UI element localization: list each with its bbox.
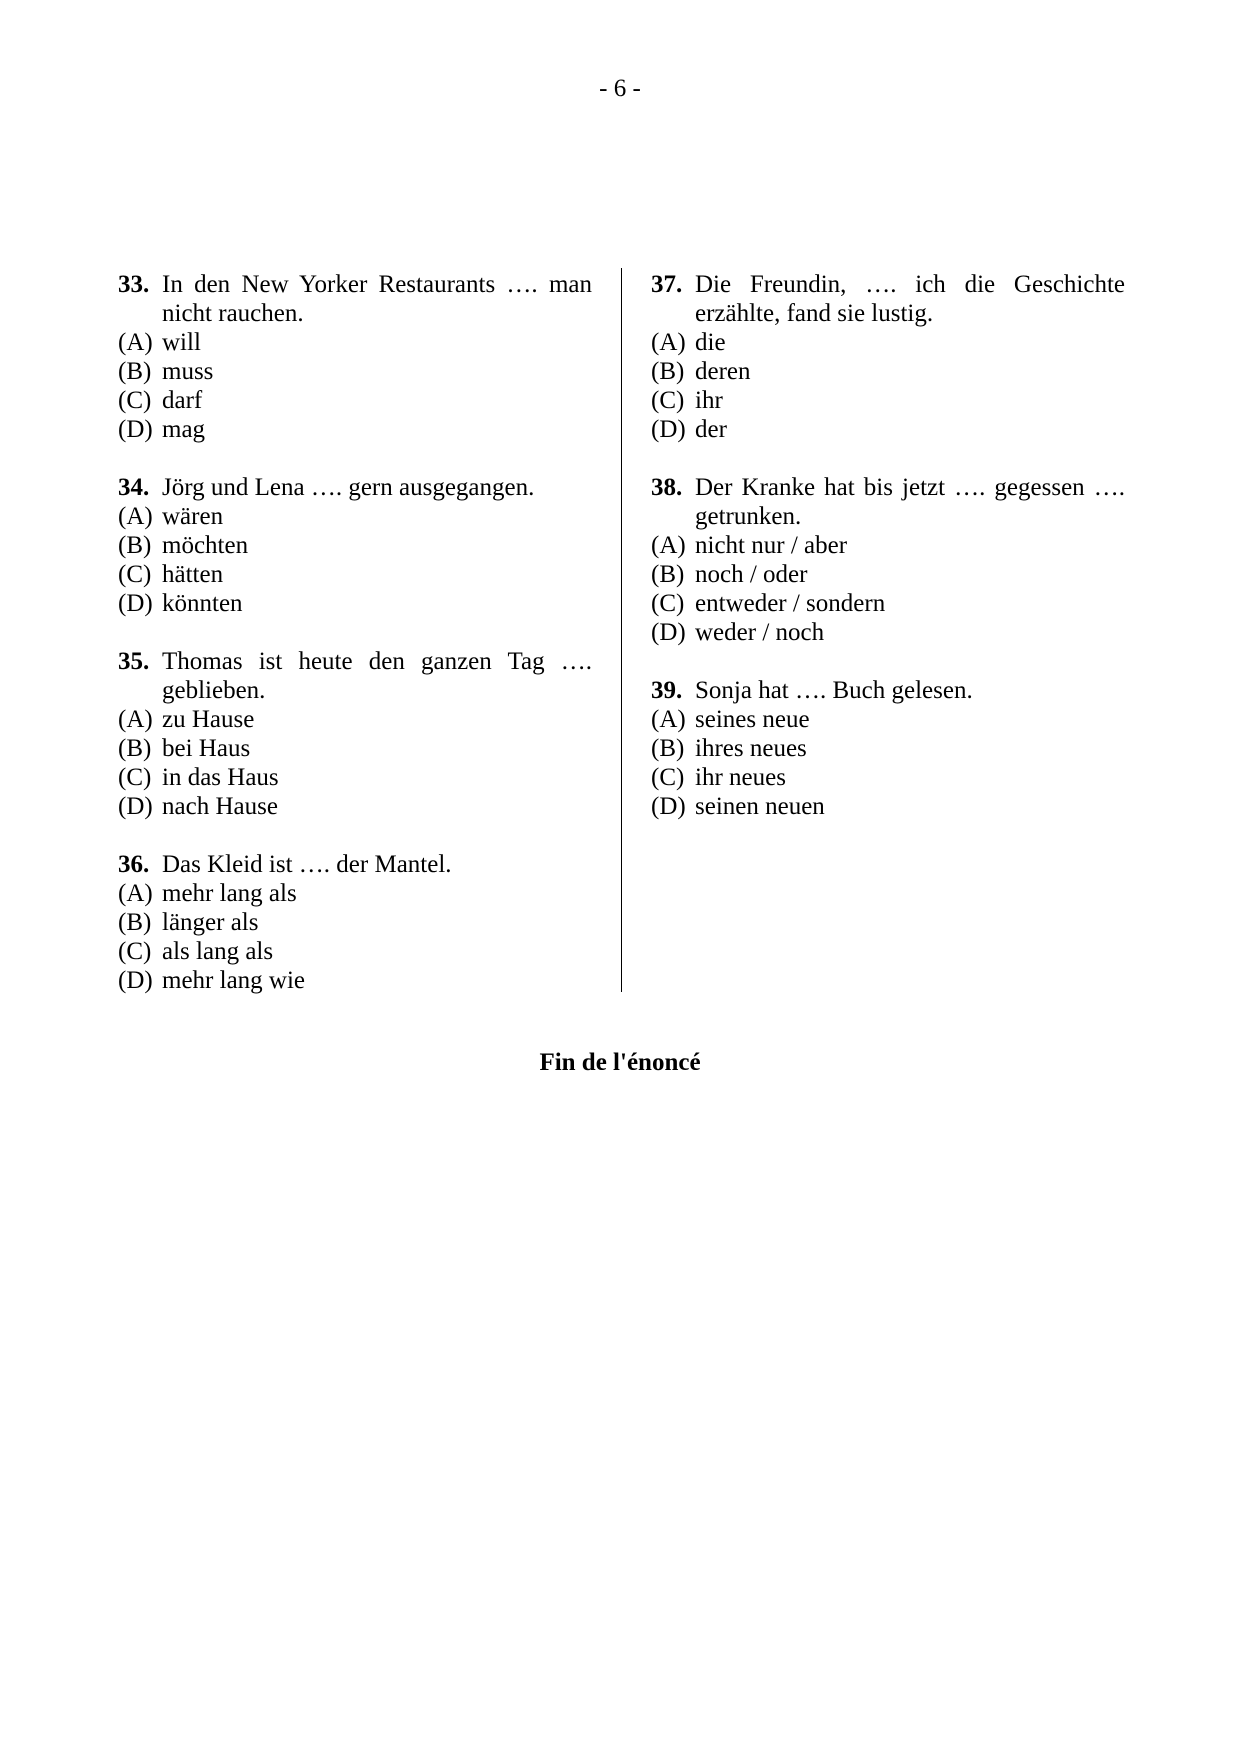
question-text: In den New Yorker Restaurants …. man nicht rauchen. xyxy=(162,271,592,327)
option-b xyxy=(118,908,592,937)
question-text: Das Kleid ist …. der Mantel. xyxy=(162,851,452,878)
option-c xyxy=(651,763,1125,792)
option-text: als lang als xyxy=(162,938,274,965)
option-label: (C) xyxy=(118,764,152,791)
option-label: (C) xyxy=(118,387,152,414)
question-34 xyxy=(118,473,592,618)
question-39 xyxy=(651,676,1125,821)
option-text: ihr neues xyxy=(695,764,786,791)
option-label: (D) xyxy=(651,416,686,443)
question-text: Thomas ist heute den ganzen Tag …. geblieben. xyxy=(162,648,592,704)
left-column xyxy=(118,270,592,1024)
option-label: (B) xyxy=(118,735,152,762)
option-text: wären xyxy=(162,503,224,530)
option-text: die xyxy=(695,329,726,356)
option-d xyxy=(118,792,592,821)
option-c xyxy=(651,589,1125,618)
option-c xyxy=(118,937,592,966)
option-b xyxy=(651,357,1125,386)
option-text: darf xyxy=(162,387,203,414)
option-text: will xyxy=(162,329,201,356)
option-text: deren xyxy=(695,358,751,385)
question-columns xyxy=(118,270,1125,994)
option-label: (D) xyxy=(651,793,686,820)
option-text: nach Hause xyxy=(162,793,278,820)
option-text: möchten xyxy=(162,532,249,559)
option-d xyxy=(118,415,592,444)
option-label: (A) xyxy=(118,503,153,530)
option-c xyxy=(118,386,592,415)
option-label: (B) xyxy=(651,358,685,385)
option-b xyxy=(651,560,1125,589)
option-d xyxy=(651,415,1125,444)
option-c xyxy=(651,386,1125,415)
option-a xyxy=(118,328,592,357)
end-of-statement: Fin de l'énoncé xyxy=(539,1049,701,1076)
page-number: - 6 - xyxy=(599,75,641,102)
option-label: (C) xyxy=(651,590,685,617)
question-37 xyxy=(651,270,1125,444)
option-label: (A) xyxy=(651,329,686,356)
option-a xyxy=(118,879,592,908)
option-text: weder / noch xyxy=(695,619,825,646)
option-d xyxy=(118,589,592,618)
option-text: bei Haus xyxy=(162,735,251,762)
option-label: (A) xyxy=(651,706,686,733)
option-d xyxy=(118,966,592,995)
option-text: nicht nur / aber xyxy=(695,532,848,559)
option-a xyxy=(118,502,592,531)
option-b xyxy=(118,531,592,560)
option-label: (D) xyxy=(118,967,153,994)
option-d xyxy=(651,618,1125,647)
option-label: (B) xyxy=(651,735,685,762)
option-label: (B) xyxy=(118,909,152,936)
option-label: (A) xyxy=(118,329,153,356)
option-text: seinen neuen xyxy=(695,793,825,820)
option-text: mehr lang als xyxy=(162,880,297,907)
question-number: 34. xyxy=(118,474,150,501)
option-label: (A) xyxy=(118,706,153,733)
question-number: 38. xyxy=(651,474,683,501)
option-label: (B) xyxy=(118,532,152,559)
option-text: mag xyxy=(162,416,206,443)
option-label: (C) xyxy=(118,938,152,965)
option-label: (A) xyxy=(118,880,153,907)
option-label: (C) xyxy=(651,764,685,791)
option-text: länger als xyxy=(162,909,259,936)
question-text: Sonja hat …. Buch gelesen. xyxy=(695,677,973,704)
column-divider xyxy=(621,268,622,992)
option-text: entweder / sondern xyxy=(695,590,886,617)
option-text: könnten xyxy=(162,590,243,617)
option-text: ihr xyxy=(695,387,723,414)
option-a xyxy=(651,328,1125,357)
option-text: muss xyxy=(162,358,214,385)
option-label: (B) xyxy=(118,358,152,385)
option-text: seines neue xyxy=(695,706,810,733)
option-d xyxy=(651,792,1125,821)
question-number: 33. xyxy=(118,271,150,298)
option-text: ihres neues xyxy=(695,735,807,762)
option-text: der xyxy=(695,416,727,443)
question-36 xyxy=(118,850,592,995)
question-text: Jörg und Lena …. gern ausgegangen. xyxy=(162,474,535,501)
right-column xyxy=(651,270,1125,850)
question-number: 35. xyxy=(118,648,150,675)
question-text: Der Kranke hat bis jetzt …. gegessen …. getrunken. xyxy=(695,474,1125,530)
question-number: 39. xyxy=(651,677,683,704)
question-35 xyxy=(118,647,592,821)
option-label: (D) xyxy=(118,793,153,820)
option-label: (C) xyxy=(118,561,152,588)
option-b xyxy=(118,734,592,763)
question-text: Die Freundin, …. ich die Geschichte erzählte, fand sie lustig. xyxy=(695,271,1125,327)
option-a xyxy=(118,705,592,734)
option-b xyxy=(651,734,1125,763)
option-label: (D) xyxy=(651,619,686,646)
option-label: (D) xyxy=(118,416,153,443)
question-38 xyxy=(651,473,1125,647)
question-number: 36. xyxy=(118,851,150,878)
option-text: hätten xyxy=(162,561,224,588)
option-text: zu Hause xyxy=(162,706,255,733)
option-label: (D) xyxy=(118,590,153,617)
option-c xyxy=(118,560,592,589)
option-a xyxy=(651,705,1125,734)
question-33 xyxy=(118,270,592,444)
option-text: noch / oder xyxy=(695,561,808,588)
option-label: (C) xyxy=(651,387,685,414)
option-label: (A) xyxy=(651,532,686,559)
option-text: in das Haus xyxy=(162,764,279,791)
option-label: (B) xyxy=(651,561,685,588)
option-text: mehr lang wie xyxy=(162,967,306,994)
option-c xyxy=(118,763,592,792)
question-number: 37. xyxy=(651,271,683,298)
option-a xyxy=(651,531,1125,560)
option-b xyxy=(118,357,592,386)
